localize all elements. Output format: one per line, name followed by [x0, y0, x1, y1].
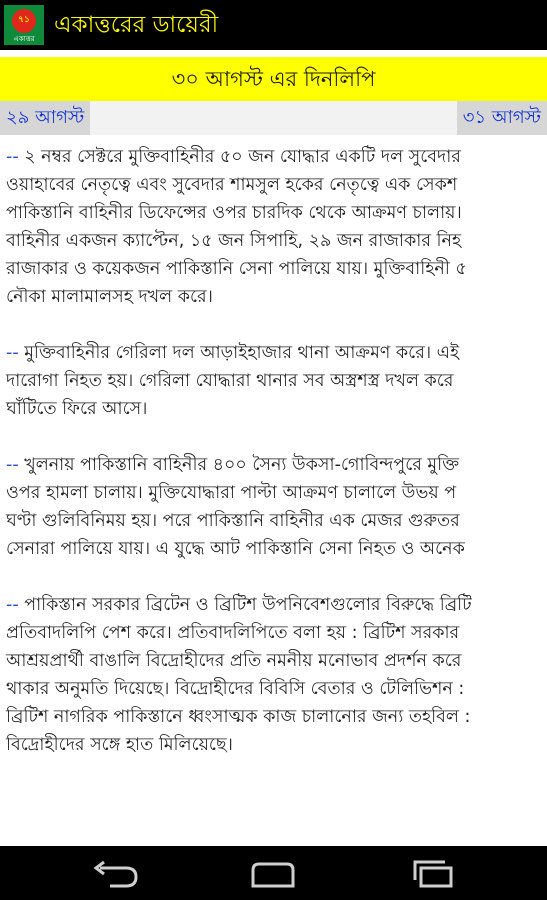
diary-entry: [6, 451, 547, 563]
entry-line: আশ্রয়প্রার্থী বাঙালি বিদ্রোহীদের প্রতি নমনীয় মনোভাব প্রদর্শন করে: [6, 651, 462, 671]
entry-line: প্রতিবাদলিপি পেশ করে। প্রতিবাদলিপিতে বলা হয় : ব্রিটিশ সরকার: [6, 623, 460, 643]
recent-apps-icon[interactable]: [405, 858, 461, 890]
app-logo[interactable]: [4, 5, 44, 45]
entry-line: রাজাকার ও কয়েকজন পাকিস্তানি সেনা পালিয়ে যায়। মুক্তিবাহিনী ৫: [6, 259, 467, 279]
entry-line: -- ২ নম্বর সেক্টরে মুক্তিবাহিনীর ৫০ জন যোদ্ধার একটি দল সুবেদার: [6, 147, 461, 167]
logo-number: ৭১: [18, 15, 30, 25]
entry-line: থাকার অনুমতি দিয়েছে। বিদ্রোহীদের বিবিসি বেতার ও টেলিভিশন :: [6, 679, 465, 699]
entry-line: বিদ্রোহীদের সঙ্গে হাত মিলিয়েছে।: [6, 735, 233, 755]
entry-line: -- খুলনায় পাকিস্তানি বাহিনীর ৪০০ সৈন্য উকসা-গোবিন্দপুরে মুক্তি: [6, 455, 460, 475]
entry-bullet-dash: --: [6, 595, 19, 615]
entry-line: দারোগা নিহত হয়। গেরিলা যোদ্ধারা থানার সব অস্ত্রশস্ত্র দখল করে: [6, 371, 454, 391]
entry-line: পাকিস্তানি বাহিনীর ডিফেন্সের ওপর চারদিক থেকে আক্রমণ চালায়।: [6, 203, 462, 223]
entry-line: ওয়াহাবের নেতৃত্বে এবং সুবেদার শামসুল হকের নেতৃত্বে এক সেকশ: [6, 175, 458, 195]
diary-entry: [6, 143, 547, 311]
app-title: একাত্তরের ডায়েরী: [54, 12, 219, 38]
entry-line: ঘণ্টা গুলিবিনিময় হয়। পরে পাকিস্তানি বাহিনীর এক মেজর গুরুতর: [6, 511, 460, 531]
back-arrow-icon[interactable]: [86, 858, 142, 890]
diary-content[interactable]: [0, 143, 547, 846]
entry-line: ঘাঁটিতে ফিরে আসে।: [6, 399, 148, 419]
home-icon[interactable]: [245, 858, 301, 890]
action-bar: [0, 0, 547, 50]
diary-entry: [6, 591, 547, 759]
logo-caption: একাত্তর: [13, 35, 35, 43]
entry-line: সেনারা পালিয়ে যায়। এ যুদ্ধে আট পাকিস্তানি সেনা নিহত ও অনেক: [6, 539, 465, 559]
entry-line: ব্রিটিশ নাগরিক পাকিস্তানে ধ্বংসাত্মক কাজ চালানোর জন্য তহবিল :: [6, 707, 471, 727]
entry-bullet-dash: --: [6, 343, 19, 363]
entry-bullet-dash: --: [6, 147, 19, 167]
next-date-button[interactable]: ৩১ আগস্ট: [457, 101, 547, 135]
entry-line: ওপর হামলা চালায়। মুক্তিযোদ্ধারা পাল্টা আক্রমণ চালালে উভয় প: [6, 483, 457, 503]
entry-line: -- পাকিস্তান সরকার ব্রিটেন ও ব্রিটিশ উপনিবেশগুলোর বিরুদ্ধে ব্রিটি: [6, 595, 472, 615]
entry-bullet-dash: --: [6, 455, 19, 475]
date-title: ৩০ আগস্ট এর দিনলিপি: [0, 57, 547, 101]
diary-entry: [6, 339, 547, 423]
previous-date-button[interactable]: ২৯ আগস্ট: [0, 101, 90, 135]
entry-line: বাহিনীর একজন ক্যাপ্টেন, ১৫ জন সিপাহি, ২৯ জন রাজাকার নিহ: [6, 231, 462, 251]
system-navigation-bar: [0, 846, 547, 900]
entry-line: নৌকা মালামালসহ দখল করে।: [6, 287, 213, 307]
date-navigation: [0, 101, 547, 135]
entry-line: -- মুক্তিবাহিনীর গেরিলা দল আড়াইহাজার থানা আক্রমণ করে। এই: [6, 343, 460, 363]
